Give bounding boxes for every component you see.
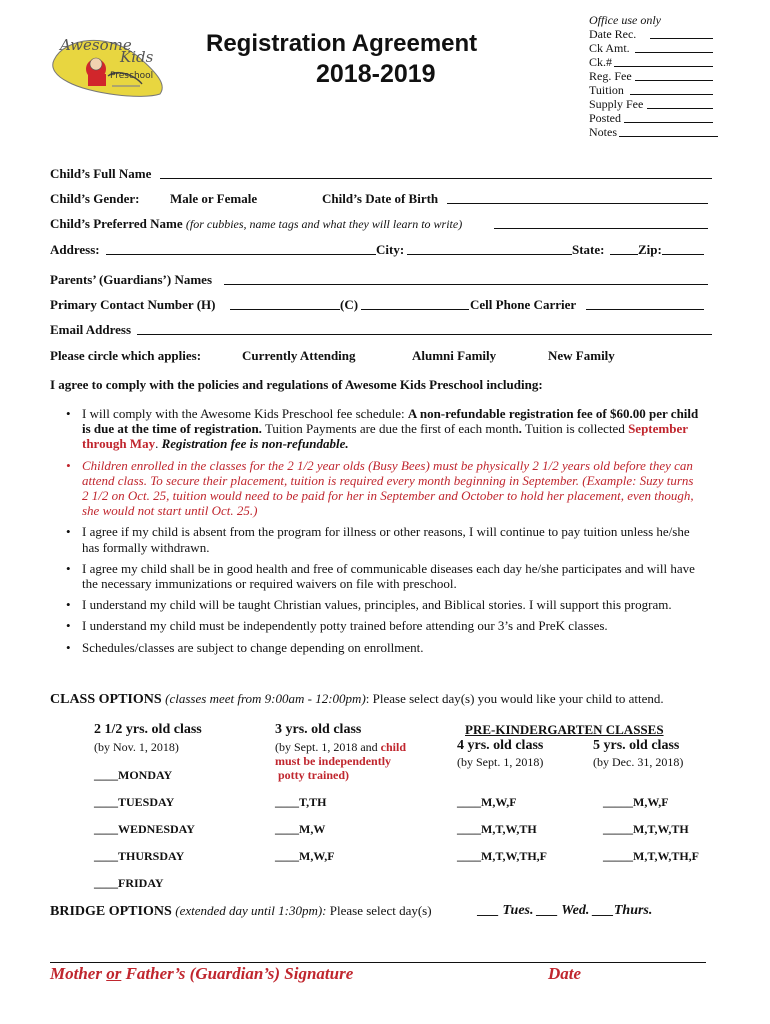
- option-2-5-wednesday[interactable]: ____WEDNESDAY: [94, 822, 195, 836]
- class-5-cutoff: (by Dec. 31, 2018): [593, 755, 684, 769]
- prek-heading: PRE-KINDERGARTEN CLASSES: [465, 722, 664, 737]
- school-year: 2018-2019: [316, 60, 436, 88]
- policy-fee-schedule: • I will comply with the Awesome Kids Preschool fee schedule: A non-refundable registration fee of $60.00 per child is due at the time of registration. Tuition Payments are due the first of each month. Tuition is collected September through May. Registration fee is non-refundable.: [62, 406, 702, 452]
- class-3-cutoff: (by Sept. 1, 2018 and child: [275, 740, 406, 754]
- office-field-notes: Notes: [589, 125, 617, 139]
- child-name-label: Child’s Full Name: [50, 166, 152, 181]
- zip-label: Zip:: [638, 242, 662, 257]
- option-2-5-tuesday[interactable]: ____TUESDAY: [94, 795, 175, 809]
- primary-contact-label: Primary Contact Number (H): [50, 297, 216, 312]
- tuition-months: September through May: [82, 421, 688, 452]
- option-5-mwf[interactable]: _____M,W,F: [603, 795, 669, 809]
- policy-potty-trained: • I understand my child must be independently potty trained before attending our 3’s and PreK classes.: [62, 618, 702, 633]
- option-2-5-friday[interactable]: ____FRIDAY: [94, 876, 164, 890]
- gender-label: Child’s Gender:: [50, 191, 140, 206]
- circle-label: Please circle which applies:: [50, 348, 202, 363]
- signature-line[interactable]: [50, 962, 706, 963]
- dob-field[interactable]: [447, 203, 708, 204]
- cell-phone-field[interactable]: [361, 309, 469, 310]
- gender-options[interactable]: Male or Female: [170, 191, 258, 206]
- office-field-reg-fee: Reg. Fee: [589, 69, 632, 83]
- option-4-mwf[interactable]: ____M,W,F: [457, 795, 517, 809]
- carrier-label: Cell Phone Carrier: [470, 297, 577, 312]
- signature-label: Mother or Father’s (Guardian’s) Signature: [50, 964, 354, 983]
- policy-christian-values: • I understand my child will be taught Christian values, principles, and Biblical stories. I will support this program.: [62, 597, 702, 612]
- policy-health: • I agree my child shall be in good health and free of communicable diseases each day he/she participates and will have the necessary immunizations or required waivers on file with preschool.: [62, 561, 702, 591]
- parents-field[interactable]: [224, 284, 708, 285]
- option-new-family[interactable]: New Family: [548, 348, 615, 363]
- policy-list: [62, 406, 702, 661]
- class-5-heading: 5 yrs. old class: [593, 738, 680, 753]
- state-field[interactable]: [610, 254, 638, 255]
- email-label: Email Address: [50, 322, 132, 337]
- home-phone-field[interactable]: [230, 309, 340, 310]
- option-4-mtwthf[interactable]: ____M,T,W,TH,F: [457, 849, 548, 863]
- bridge-day-options[interactable]: ___ Tues. ___ Wed. ___Thurs.: [478, 903, 653, 918]
- address-label: Address:: [50, 242, 100, 257]
- carrier-field[interactable]: [586, 309, 704, 310]
- date-label: Date: [548, 964, 582, 983]
- option-4-mtwth[interactable]: ____M,T,W,TH: [457, 822, 537, 836]
- policy-busy-bees: • Children enrolled in the classes for the 2 1/2 year olds (Busy Bees) must be physically 2 1/2 years old before they can attend class. To secure their placement, tuition is required every month beginning in September. (Example: Suzy turns 2 1/2 on Oct. 25, tuition would need to be paid for her in September and October to hold her placement, even though, she would not start until Oct. 25.): [62, 458, 702, 519]
- office-field-date-rec: Date Rec.: [589, 27, 637, 41]
- agreement-heading: I agree to comply with the policies and regulations of Awesome Kids Preschool including:: [50, 377, 543, 392]
- child-name-field[interactable]: [160, 178, 712, 179]
- class-options-heading: CLASS OPTIONS (classes meet from 9:00am - 12:00pm): Please select day(s) you would like your child to attend.: [50, 691, 664, 707]
- address-field[interactable]: [106, 254, 376, 255]
- class-3-potty-note-1: must be independently: [275, 754, 392, 768]
- office-field-ck-num: Ck.#: [589, 55, 613, 69]
- state-label: State:: [572, 242, 605, 257]
- preferred-name-field[interactable]: [494, 228, 708, 229]
- option-alumni-family[interactable]: Alumni Family: [412, 348, 497, 363]
- page-title: Registration Agreement: [206, 30, 478, 57]
- email-field[interactable]: [137, 334, 712, 335]
- logo-text-awesome: Awesome: [60, 36, 132, 54]
- office-use-heading: Office use only: [589, 13, 661, 27]
- logo-text-kids: Kids: [120, 48, 154, 66]
- city-label: City:: [376, 242, 405, 257]
- nonrefundable-note: Registration fee is non-refundable.: [161, 436, 349, 452]
- class-3-potty-note-2: potty trained): [278, 768, 349, 782]
- preferred-name-note: (for cubbies, name tags and what they will learn to write): [185, 217, 463, 231]
- office-field-posted: Posted: [589, 111, 622, 125]
- office-field-ck-amt: Ck Amt.: [589, 41, 630, 55]
- policy-schedule-change: • Schedules/classes are subject to change depending on enrollment.: [62, 640, 702, 655]
- dob-label: Child’s Date of Birth: [322, 191, 439, 206]
- cell-label: (C): [340, 297, 359, 312]
- class-4-cutoff: (by Sept. 1, 2018): [457, 755, 544, 769]
- city-field[interactable]: [407, 254, 572, 255]
- office-field-supply-fee: Supply Fee: [589, 97, 644, 111]
- logo-text-preschool: Preschool: [110, 71, 154, 81]
- office-field-tuition: Tuition: [589, 83, 624, 97]
- class-2-5-cutoff: (by Nov. 1, 2018): [94, 740, 179, 754]
- option-3-tth[interactable]: ____T,TH: [275, 795, 327, 809]
- option-currently-attending[interactable]: Currently Attending: [242, 348, 356, 363]
- option-3-mw[interactable]: ____M,W: [275, 822, 326, 836]
- policy-absence: • I agree if my child is absent from the program for illness or other reasons, I will continue to pay tuition unless he/she has formally withdrawn.: [62, 524, 702, 554]
- bridge-options-heading: BRIDGE OPTIONS (extended day until 1:30pm): Please select day(s): [50, 903, 432, 919]
- option-5-mtwth[interactable]: _____M,T,W,TH: [603, 822, 689, 836]
- class-3-heading: 3 yrs. old class: [275, 722, 362, 737]
- option-2-5-thursday[interactable]: ____THURSDAY: [94, 849, 185, 863]
- zip-field[interactable]: [662, 254, 704, 255]
- class-2-5-heading: 2 1/2 yrs. old class: [94, 722, 202, 737]
- option-3-mwf[interactable]: ____M,W,F: [275, 849, 335, 863]
- option-5-mtwthf[interactable]: _____M,T,W,TH,F: [603, 849, 700, 863]
- class-4-heading: 4 yrs. old class: [457, 738, 544, 753]
- option-2-5-monday[interactable]: ____MONDAY: [94, 768, 173, 782]
- parents-label: Parents’ (Guardians’) Names: [50, 272, 213, 287]
- school-logo: [50, 20, 172, 102]
- preferred-name-label: Child’s Preferred Name (for cubbies, name tags and what they will learn to write): [50, 216, 463, 231]
